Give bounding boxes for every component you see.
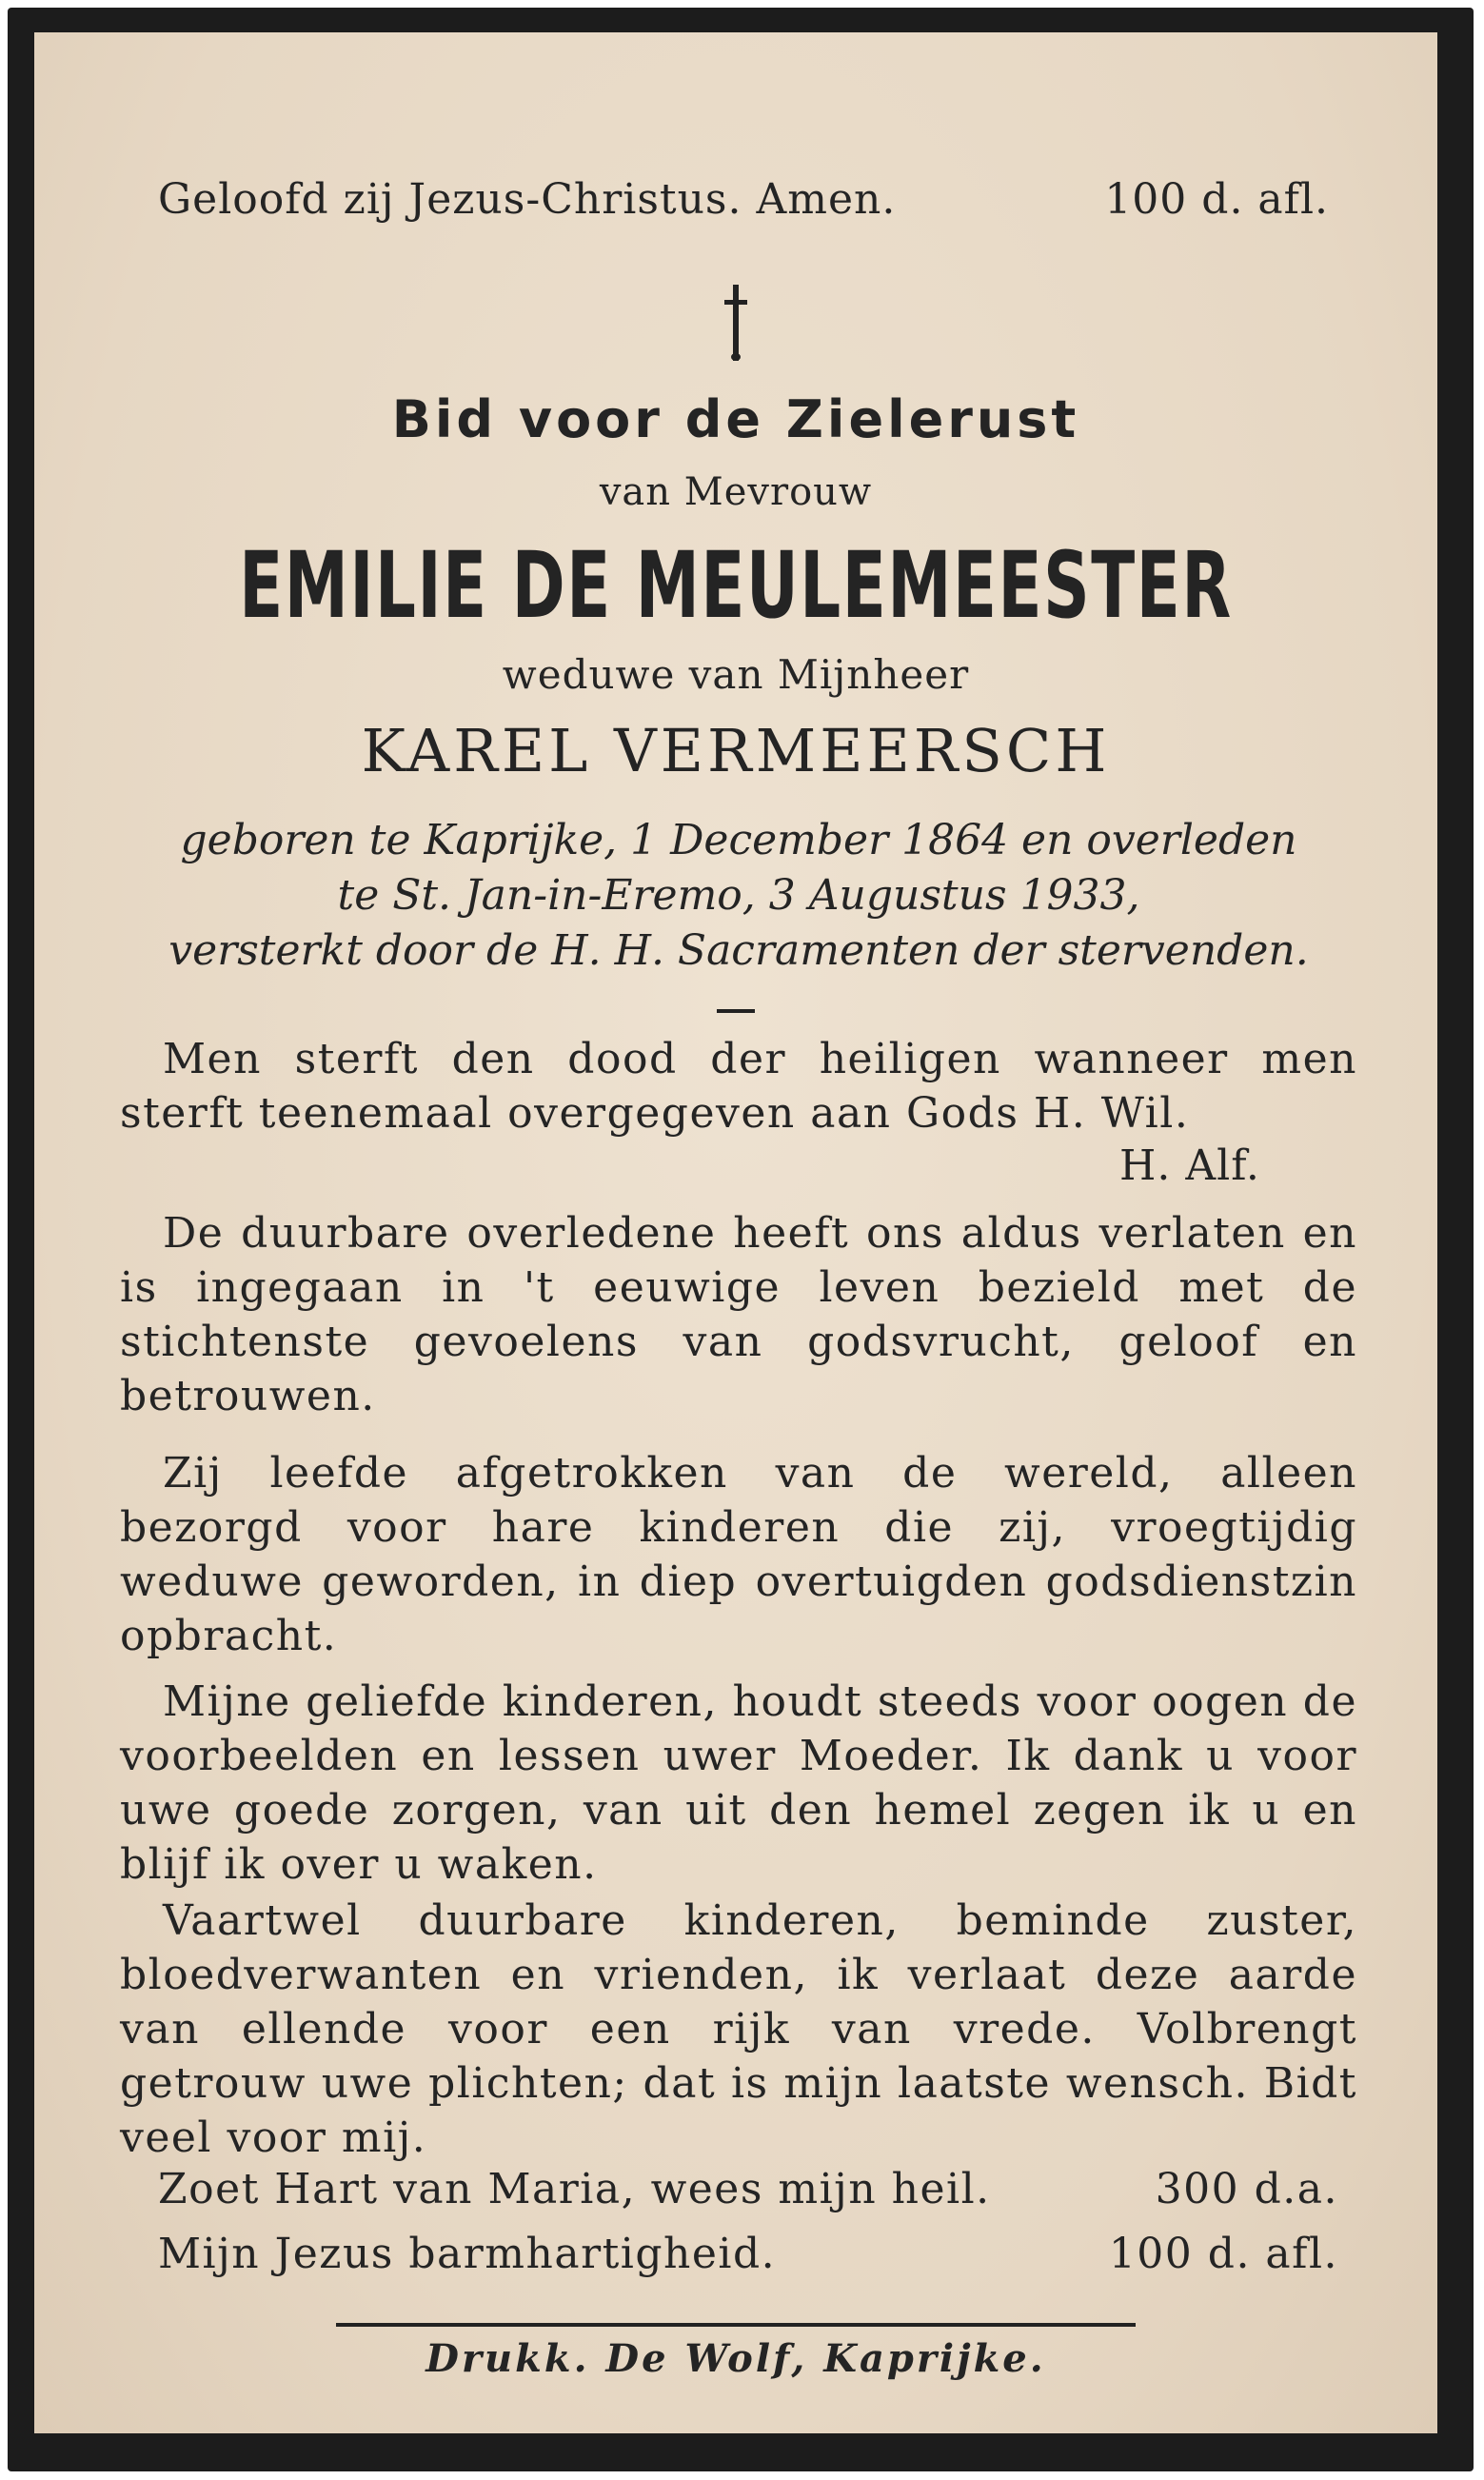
paragraph xyxy=(120,1446,1357,1663)
paragraph xyxy=(120,1675,1357,1892)
paragraph-text: Mijne geliefde kinderen, houdt steeds voor oogen de voorbeelden en lessen uwer Moeder. Ik dank u voor uwe goede zorgen, van uit den hemel zegen ik u en blijf ik over u waken. xyxy=(120,1677,1357,1889)
prayer-line xyxy=(158,2230,1338,2285)
paragraph-text: Zij leefde afgetrokken van de wereld, alleen bezorgd voor hare kinderen die zij, vroegtijdig weduwe geworden, in diep overtuigden godsdienstzin opbracht. xyxy=(120,1449,1357,1660)
biography-line: versterkt door de H. H. Sacramenten der stervenden. xyxy=(168,926,1309,975)
biography-line: te St. Jan-in-Eremo, 3 Augustus 1933, xyxy=(337,871,1140,920)
prayer-text: Mijn Jezus barmhartigheid. xyxy=(158,2230,777,2278)
paragraph-text: De duurbare overledene heeft ons aldus verlaten en is ingegaan in 't eeuwige leven bezield met de stichtenste gevoelens van godsvrucht, geloof en betrouwen. xyxy=(120,1209,1357,1420)
invocation-text: Geloofd zij Jezus-Christus. Amen. xyxy=(158,175,897,224)
paragraph xyxy=(120,1206,1357,1423)
short-divider xyxy=(34,999,1437,1017)
memorial-card xyxy=(34,32,1437,2433)
header-indulgence: 100 d. afl. xyxy=(1104,175,1329,224)
widow-of-text: weduwe van Mijnheer xyxy=(502,651,970,698)
quote-text xyxy=(120,1032,1357,1141)
biography xyxy=(120,813,1357,979)
prayer-line xyxy=(158,2165,1338,2220)
prayer-indulgence: 300 d.a. xyxy=(1155,2165,1338,2213)
deceased-name: EMILIE DE MEULEMEESTER xyxy=(239,532,1233,639)
printer-credit: Drukk. De Wolf, Kaprijke. xyxy=(425,2336,1046,2381)
prayer-text: Zoet Hart van Maria, wees mijn heil. xyxy=(158,2165,991,2213)
printer-divider xyxy=(34,2312,1437,2331)
prayer-heading: Bid voor de Zielerust xyxy=(391,389,1080,449)
paragraph-text: Vaartwel duurbare kinderen, beminde zuster, bloedverwanten en vrienden, ik verlaat deze aarde van ellende voor een rijk van vrede. Volbrengt getrouw uwe plichten; dat is mijn laatste wensch. Bidt veel voor mij. xyxy=(120,1896,1357,2162)
paragraph xyxy=(120,1894,1357,2165)
cross-icon xyxy=(34,285,1437,365)
salutation: van Mevrouw xyxy=(599,470,873,514)
quote-source: H. Alf. xyxy=(1119,1141,1260,1190)
prayer-indulgence: 100 d. afl. xyxy=(1108,2230,1338,2278)
biography-line: geboren te Kaprijke, 1 December 1864 en overleden xyxy=(180,816,1297,864)
quote-paragraph: Men sterft den dood der heiligen wanneer men sterft teenemaal overgegeven aan Gods H. Wil. xyxy=(120,1035,1357,1138)
memorial-card-border xyxy=(8,8,1474,2471)
husband-name: KAREL VERMEERSCH xyxy=(361,716,1111,785)
header-line xyxy=(158,175,1329,232)
